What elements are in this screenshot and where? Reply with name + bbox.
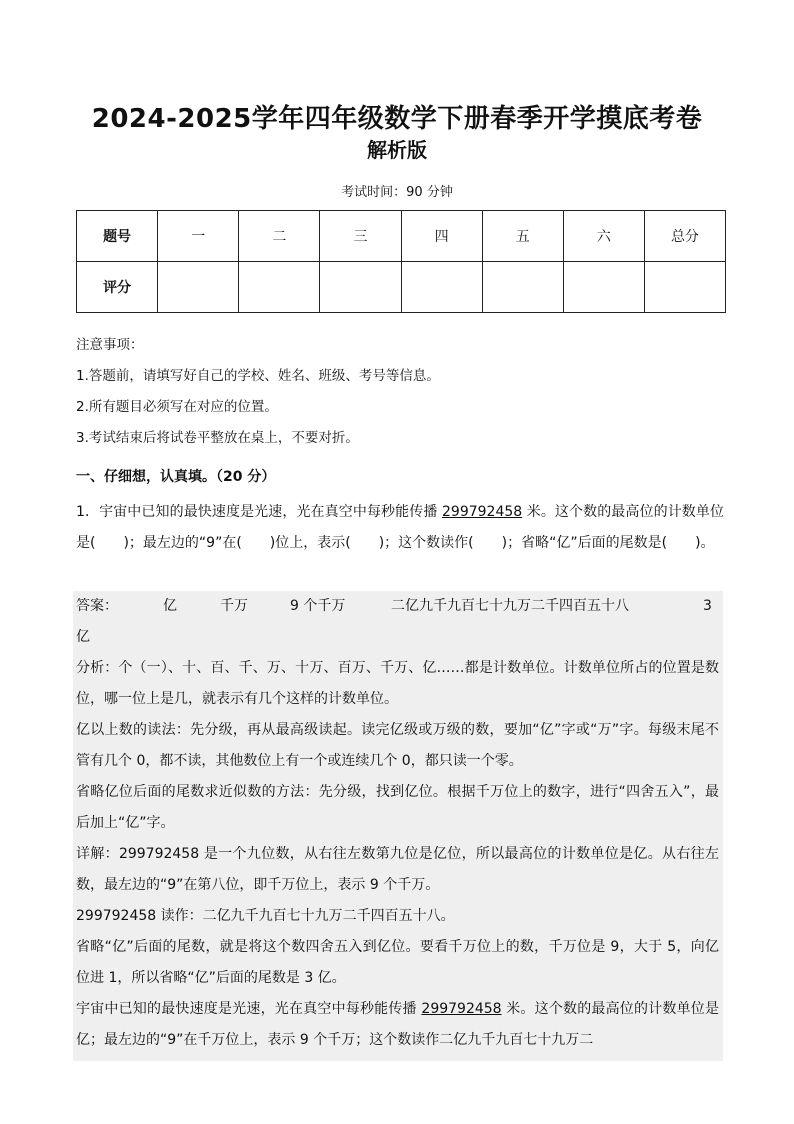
question-1 <box>76 497 724 559</box>
score-table-header-cell: 四 <box>401 211 482 262</box>
analysis-paragraph: 分析：个（一）、十、百、千、万、十万、百万、千万、亿……都是计数单位。计数单位所占的位置是数位，哪一位上是几，就表示有几个这样的计数单位。 <box>76 660 719 707</box>
notes-section <box>76 330 726 454</box>
notes-heading: 注意事项： <box>76 337 144 353</box>
note-item: 1.答题前，请填写好自己的学校、姓名、班级、考号等信息。 <box>76 368 440 384</box>
score-table-header-cell: 题号 <box>77 211 158 262</box>
exam-time: 考试时间：90 分钟 <box>341 185 453 200</box>
answer-wrap-text: 亿 <box>76 629 90 645</box>
answer-item: 二亿九千九百七十九万二千四百五十八 <box>391 598 629 614</box>
score-row-label: 评分 <box>77 262 158 313</box>
answer-item: 9 个千万 <box>290 598 346 614</box>
score-table-header-row <box>77 211 726 262</box>
score-table <box>76 210 726 313</box>
note-item: 2.所有题目必须写在对应的位置。 <box>76 399 278 415</box>
answer-panel <box>73 591 723 1061</box>
summary-text-start: 宇宙中已知的最快速度是光速，光在真空中每秒能传播 <box>76 1001 422 1017</box>
score-cell <box>644 262 725 313</box>
answer-item: 千万 <box>220 598 248 614</box>
score-cell <box>158 262 239 313</box>
score-cell <box>563 262 644 313</box>
answer-line <box>73 591 723 622</box>
summary-text-end: 米。这个数的最高位的计数单位是亿；最左边的“9”在千万位上，表示 9 个千万；这个数读作二亿九千九百七十九万二 <box>76 1001 719 1048</box>
note-item: 3.考试结束后将试卷平整放在桌上，不要对折。 <box>76 430 359 446</box>
answer-label: 答案： <box>76 598 118 614</box>
answer-summary <box>73 994 723 1056</box>
score-table-header-cell: 一 <box>158 211 239 262</box>
question-number: 1． <box>76 504 100 520</box>
answer-line <box>73 622 723 653</box>
score-cell <box>320 262 401 313</box>
summary-number-value: 299792458 <box>421 1001 502 1017</box>
score-cell <box>239 262 320 313</box>
score-table-header-cell: 总分 <box>644 211 725 262</box>
score-table-header-cell: 五 <box>482 211 563 262</box>
analysis-paragraph: 省略亿位后面的尾数求近似数的方法：先分级，找到亿位。根据千万位上的数字，进行“四舍五入”，最后加上“亿”字。 <box>76 784 719 831</box>
question-text-end: 米。这个数的最高位的计数单位是( )；最左边的“9”在( )位上，表示( )；这个数读作( )；省略“亿”后面的尾数是( )。 <box>76 504 724 551</box>
analysis-paragraph: 省略“亿”后面的尾数，就是将这个数四舍五入到亿位。要看千万位上的数，千万位是 9，大于 5，向亿位进 1，所以省略“亿”后面的尾数是 3 亿。 <box>76 939 719 986</box>
analysis-paragraph: 亿以上数的读法：先分级，再从最高级读起。读完亿级或万级的数，要加“亿”字或“万”字。每级末尾不管有几个 0，都不读，其他数位上有一个或连续几个 0，都只读一个零。 <box>76 722 719 769</box>
score-cell <box>401 262 482 313</box>
answer-item: 3 <box>703 598 712 614</box>
exam-title: 2024-2025学年四年级数学下册春季开学摸底考卷 <box>91 104 703 134</box>
section-heading: 一、仔细想，认真填。（20 分） <box>76 469 276 485</box>
analysis-paragraph: 299792458 读作：二亿九千九百七十九万二千四百五十八。 <box>76 908 455 924</box>
question-number-value: 299792458 <box>442 504 523 520</box>
score-table-score-row <box>77 262 726 313</box>
analysis-paragraph: 详解：299792458 是一个九位数，从右往左数第九位是亿位，所以最高位的计数单位是亿。从右往左数，最左边的“9”在第八位，即千万位上，表示 9 个千万。 <box>76 846 719 893</box>
score-table-header-cell: 二 <box>239 211 320 262</box>
score-table-header-cell: 六 <box>563 211 644 262</box>
answer-item: 亿 <box>163 598 177 614</box>
score-cell <box>482 262 563 313</box>
question-text-start: 宇宙中已知的最快速度是光速，光在真空中每秒能传播 <box>99 504 442 520</box>
score-table-header-cell: 三 <box>320 211 401 262</box>
exam-subtitle: 解析版 <box>367 138 427 162</box>
